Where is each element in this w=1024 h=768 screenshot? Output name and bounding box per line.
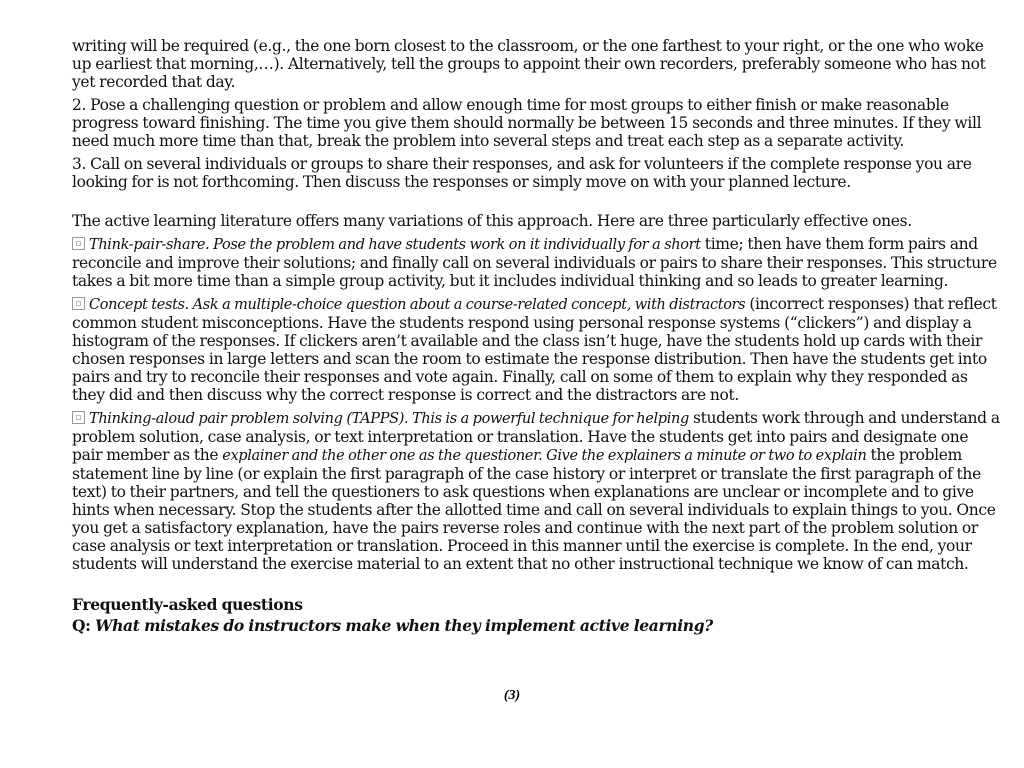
tapps-lead: Thinking-aloud pair problem solving (TAPPS). This is a powerful technique for helping — [89, 411, 689, 427]
concept-tests-text: (incorrect responses) that reflect common student misconceptions. Have the students respond using personal response systems (“clickers”) and display a histogram of the responses. If clickers aren’t available and the class isn’t huge, have the students hold up cards with their chosen responses in large letters and scan the room to estimate the response distribution. Then have the students get into pairs and try to reconcile their responses and vote again. Finally, call on some of them to explain why they responded as they did and then discuss why the correct response is correct and the distractors are not. — [72, 295, 997, 404]
page-number: (3) — [503, 688, 521, 703]
document-page — [72, 37, 1000, 638]
faq-heading: Frequently-asked questions — [72, 595, 303, 614]
paragraph-step-3: 3. Call on several individuals or groups to share their responses, and ask for volunteers if the complete response you are looking for is not forthcoming. Then discuss the responses or simply move on with your planned lecture. — [72, 155, 972, 191]
paragraph-recorder: writing will be required (e.g., the one born closest to the classroom, or the one farthest to your right, or the one who woke up earliest that morning,…). Alternatively, tell the groups to appoint their own recorders, preferably someone who has not yet recorded that day. — [72, 37, 986, 91]
spacer — [72, 196, 1000, 212]
list-item-tapps — [72, 409, 1000, 573]
list-item-concept-tests — [72, 295, 1000, 404]
paragraph-variations-intro: The active learning literature offers many variations of this approach. Here are three particularly effective ones. — [72, 212, 912, 230]
think-pair-share-text: time; then have them form pairs and reconcile and improve their solutions; and finally call on several individuals or pairs to share their responses. This structure takes a bit more time than a simple group activity, but it includes individual thinking and so leads to greater learning. — [72, 235, 997, 290]
question-label: Q: — [72, 616, 91, 635]
question-text: What mistakes do instructors make when they implement active learning? — [90, 616, 713, 635]
tapps-text-1: students work through and understand a problem solution, case analysis, or text interpretation or translation. Have the students get into pairs and designate one pair member as the — [72, 409, 1000, 464]
spacer — [72, 578, 1000, 596]
paragraph-step-2: 2. Pose a challenging question or problem and allow enough time for most groups to either finish or make reasonable progress toward finishing. The time you give them should normally be between 15 seconds and three minutes. If they will need much more time than that, break the problem into several steps and treat each step as a separate activity. — [72, 96, 982, 150]
faq-question — [72, 617, 1000, 635]
square-bullet-icon — [72, 411, 85, 424]
list-item-think-pair-share — [72, 235, 1000, 290]
concept-tests-lead: Concept tests. Ask a multiple-choice question about a course-related concept, with distractors — [89, 297, 746, 313]
square-bullet-icon — [72, 237, 85, 250]
tapps-text-2: the problem statement line by line (or explain the first paragraph of the case history or interpret or translate the first paragraph of the text) to their partners, and tell the questioners to ask questions when explanations are unclear or incomplete and to give hints when necessary. Stop the students after the allotted time and call on several individuals to explain things to you. Once you get a satisfactory explanation, have the pairs reverse roles and continue with the next part of the problem solution or case analysis or text interpretation or translation. Proceed in this manner until the exercise is complete. In the end, your students will understand the exercise material to an extent that no other instructional technique we know of can match. — [72, 446, 996, 573]
think-pair-share-lead: Think-pair-share. Pose the problem and have students work on it individually for a short — [89, 237, 701, 253]
tapps-italic-2: explainer and the other one as the questioner. Give the explainers a minute or two to explain — [222, 448, 867, 464]
square-bullet-icon — [72, 297, 85, 310]
